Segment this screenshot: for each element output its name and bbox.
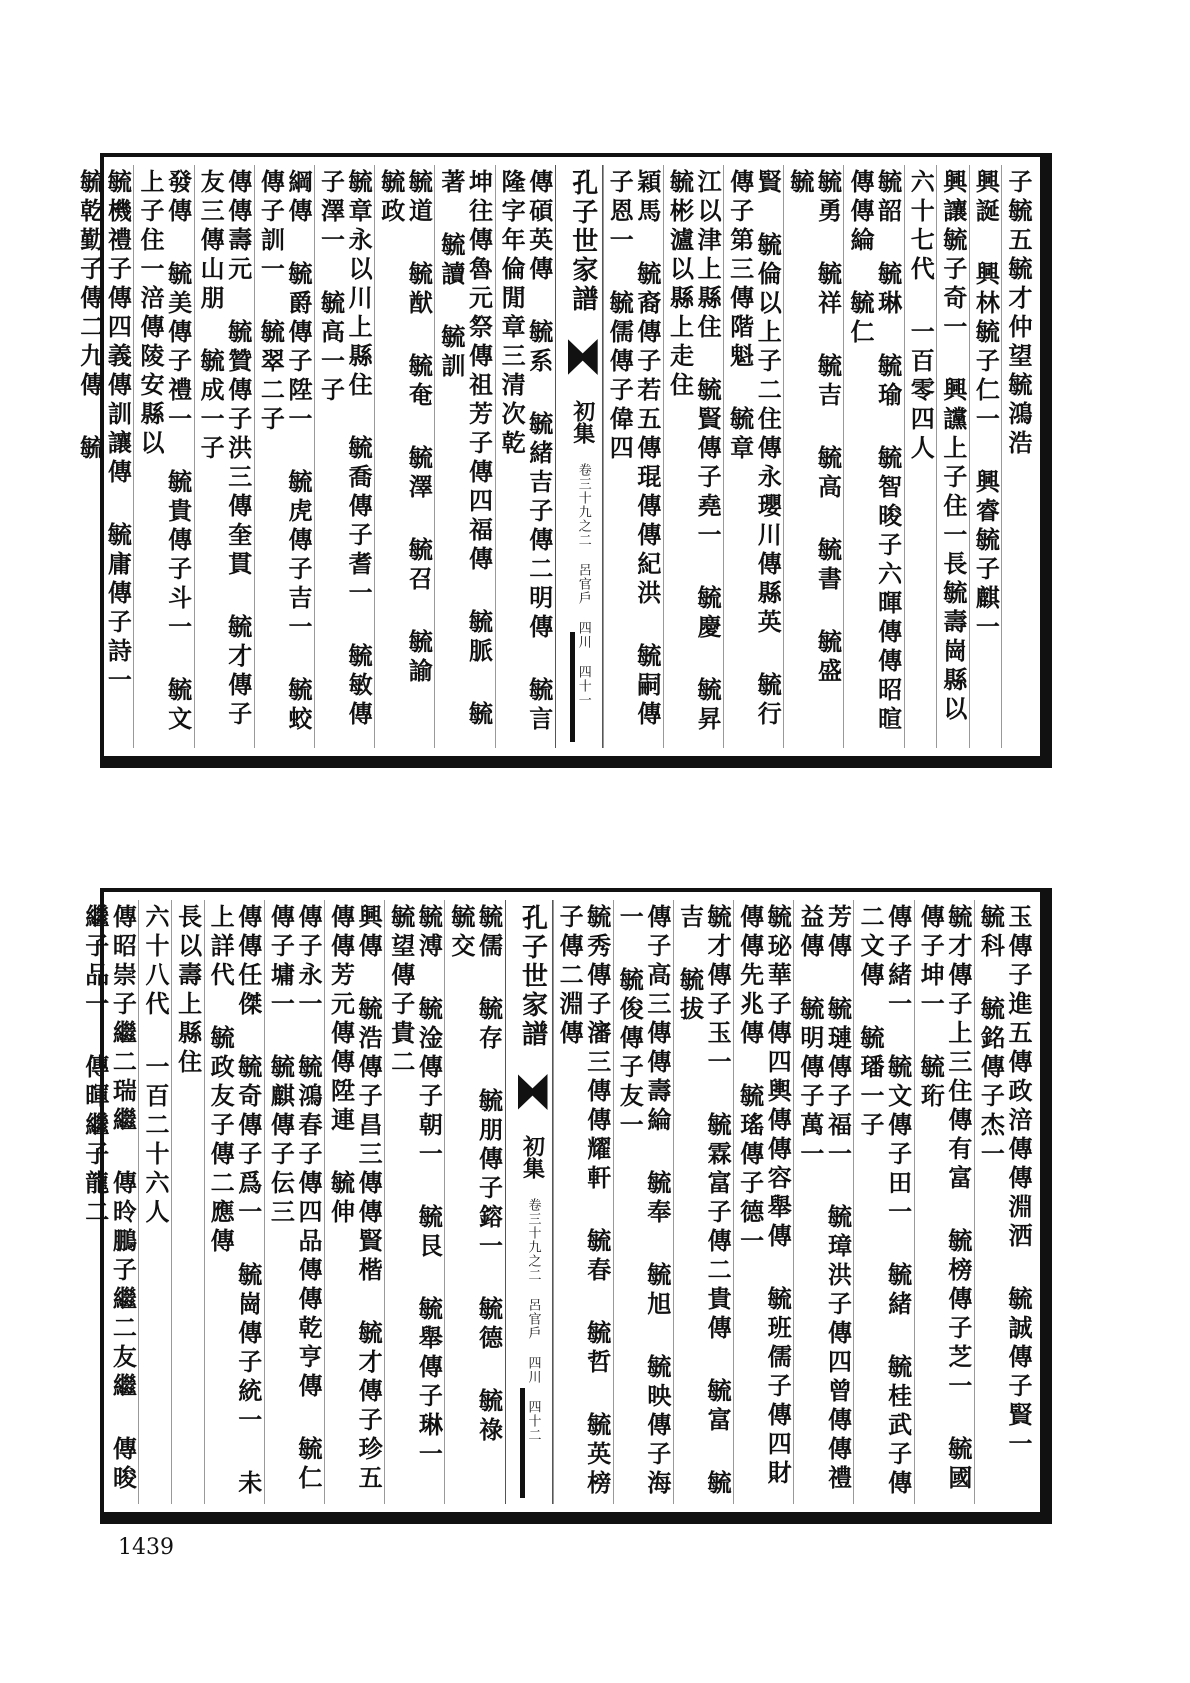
gutter-bar — [520, 1388, 525, 1498]
center-gutter — [505, 900, 553, 1504]
text-column: 子毓五毓才仲望毓鴻浩 — [1001, 165, 1034, 748]
text-column: 毓秀傳子瀋三傳傳耀軒 毓春 毓哲 毓英榜子傳二淵傳 — [553, 900, 613, 1504]
text-column: 傳子高三傳傳壽綸 毓奉 毓旭 毓映傳子海一 毓俊傳子友一 — [613, 900, 673, 1504]
genealogy-panel-top — [75, 153, 1044, 760]
text-column: 毓才傳子上三住傳有富 毓榜傳子芝一 毓國傳子坤一 毓珩 — [914, 900, 974, 1504]
text-column: 毓珌華子傳四輿傳傳容舉傳 毓班儒子傳四財傳傳先兆傳 毓瑤傳子德一 — [733, 900, 793, 1504]
volume-info: 卷三十九之二 呂官戶 四川 四十二 — [525, 1198, 541, 1442]
collection-label: 初集 — [569, 400, 596, 444]
fish-tail-mark-icon — [568, 339, 598, 375]
text-column: 綱傳 毓爵傳子陞一 毓虎傳子吉一 毓蛟傳子訓一 毓翠二子 — [254, 165, 314, 748]
text-column: 江以津上縣住 毓賢傳子堯一 毓慶 毓昇 毓彬瀘以縣上走住 — [663, 165, 723, 748]
text-column: 發傳 毓美傳子禮一 毓貴傳子斗一 毓文上子住一涪傳陵安縣以 — [133, 165, 193, 748]
text-column: 芳傳 毓璉傳子福一 毓璋洪子傳四曾傳傳禮益傳 毓明傳子萬一 — [793, 900, 853, 1504]
text-column: 毓機禮子傳四義傳訓讓傳 毓庸傳子詩一 毓乾勤子傳二九傳 毓 — [75, 169, 133, 696]
text-column: 毓章永以川上縣住 毓喬傳子耆一 毓敏傳子澤一 毓高一子 — [314, 165, 374, 748]
center-gutter — [555, 165, 603, 748]
fish-tail-mark-icon — [518, 1074, 548, 1110]
text-column: 毓道 毓猷 毓奄 毓澤 毓召 毓諭 毓政 — [374, 165, 434, 748]
text-column: 長以壽上縣住 — [171, 900, 204, 1504]
text-column: 毓儒 毓存 毓朋傳子鎔一 毓德 毓祿 毓交 — [444, 900, 504, 1504]
generation-heading: 六十七代 一百零四人 — [904, 165, 937, 748]
text-column: 賢 毓倫以上子二住傳永瓔川傳縣英 毓行傳子第三傳階魁 毓章 — [723, 165, 783, 748]
text-column: 傳子永一 毓鴻春子傳四品傳傳乾亨傳 毓仁傳子墉一 毓麒傳子伝三 — [264, 900, 324, 1504]
text-column: 毓勇 毓祥 毓吉 毓高 毓書 毓盛 毓 — [783, 165, 843, 748]
volume-info: 卷三十九之二 呂官戶 四川 四十一 — [575, 463, 591, 707]
text-column: 毓才傳子玉一 毓霖富子傳二貴傳 毓富 毓吉 毓拔 — [673, 900, 733, 1504]
column-grid — [75, 165, 1034, 748]
column-grid — [80, 900, 1034, 1504]
text-column: 穎馬 毓裔傳子若五傳琨傳傳紀洪 毓嗣傳子恩一 毓儒傳子偉四 — [603, 165, 663, 748]
book-title: 孔子世家譜 — [567, 169, 598, 314]
generation-heading: 六十八代 一百二十六人 — [138, 900, 171, 1504]
text-column: 坤往傳魯元祭傳祖芳子傳四福傳 毓脈 毓著 毓讀 毓訓 — [434, 165, 494, 748]
text-column: 傳傳壽元 毓贊傳子洪三傳奎貫 毓才傳子友三傳山朋 毓成一子 — [194, 165, 254, 748]
text-column: 興傳 毓浩傳子昌三傳傳賢楷 毓才傳子珍五傳傳芳元傳傳陞連 毓伸 — [324, 900, 384, 1504]
text-column: 興讓毓子奇一 興讜上子住一長毓壽崗縣以 — [936, 165, 969, 748]
text-column: 毓溥 毓淦傳子朝一 毓艮 毓舉傳子琳一 毓望傳子貴二 — [384, 900, 444, 1504]
text-column: 玉傳子進五傳政涪傳傳淵洒 毓誠傳子賢一 毓科 毓銘傳子杰一 — [974, 900, 1034, 1504]
text-column: 毓韶 毓琳 毓瑜 毓智晙子六暉傳傳昭暄傳傳綸 毓仁 — [843, 165, 903, 748]
gutter-bar — [570, 632, 575, 742]
collection-label: 初集 — [519, 1135, 546, 1179]
text-column: 傳碩英傳 毓系 毓緒吉子傳二明傳 毓言隆字年倫閒章三清次乾 — [495, 165, 555, 748]
genealogy-panel-bottom — [80, 888, 1044, 1516]
page-number: 1439 — [118, 1535, 174, 1560]
text-column: 傳昭崇子繼二瑞繼 傳昤鵬子繼二友繼 傳晙繼子品一 傳暉繼子龍二 — [80, 904, 138, 1494]
book-title: 孔子世家譜 — [517, 904, 548, 1049]
text-column: 傳子緒一 毓文傳子田一 毓緒 毓桂武子傳二文傳 毓璠一子 — [853, 900, 913, 1504]
text-column: 興誕 興林毓子仁一 興睿毓子麒一 — [969, 165, 1002, 748]
text-column: 傳傳任傑 毓奇傳子爲一 毓崗傳子統一 未上詳代 毓政友子傳二應傳 — [204, 900, 264, 1504]
